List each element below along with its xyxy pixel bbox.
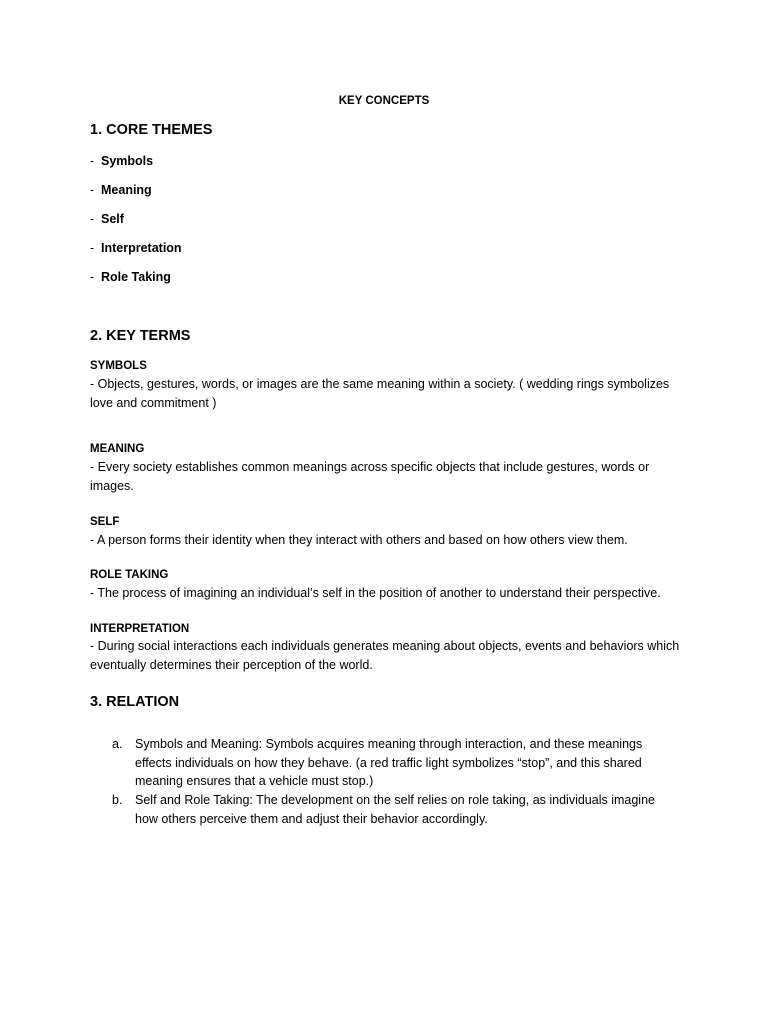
core-theme-label: Role Taking xyxy=(101,270,171,284)
term-definition: - Every society establishes common meanings across specific objects that include gestures, words or images. xyxy=(90,460,650,493)
section-heading-core-themes: 1. CORE THEMES xyxy=(90,122,213,138)
core-theme-item: - Role Taking xyxy=(90,270,171,284)
term-definition: - Objects, gestures, words, or images are the same meaning within a society. ( wedding rings symbolizes love and commitment ) xyxy=(90,377,670,410)
document-title: KEY CONCEPTS xyxy=(338,95,430,107)
core-theme-item: - Meaning xyxy=(90,183,152,197)
list-marker: b. xyxy=(112,793,123,807)
relation-text: Symbols and Meaning: Symbols acquires meaning through interaction, and these meanings effects individuals on how they behave. (a red traffic light symbolizes “stop”, and this shared meaning ensures that a vehicle must stop.) xyxy=(135,737,643,788)
list-marker: a. xyxy=(112,737,123,751)
term-heading: SELF xyxy=(90,516,120,528)
term-heading: SYMBOLS xyxy=(90,360,147,372)
core-theme-item: - Self xyxy=(90,212,124,226)
core-theme-label: Symbols xyxy=(101,154,154,168)
core-theme-item: - Interpretation xyxy=(90,241,182,255)
core-theme-label: Interpretation xyxy=(101,241,182,255)
core-theme-item: - Symbols xyxy=(90,154,154,168)
term-definition: - A person forms their identity when they interact with others and based on how others view them. xyxy=(90,533,628,547)
term-heading: MEANING xyxy=(90,443,145,455)
term-heading: INTERPRETATION xyxy=(90,623,190,635)
relation-text: Self and Role Taking: The development on the self relies on role taking, as individuals imagine how others perceive them and adjust their behavior accordingly. xyxy=(135,793,655,826)
relation-list-item xyxy=(112,791,672,828)
term-definition: - The process of imagining an individual’s self in the position of another to understand their perspective. xyxy=(90,586,661,600)
core-theme-label: Self xyxy=(101,212,124,226)
term-heading: ROLE TAKING xyxy=(90,569,169,581)
core-theme-label: Meaning xyxy=(101,183,152,197)
section-heading-key-terms: 2. KEY TERMS xyxy=(90,328,191,344)
relation-list-item xyxy=(112,735,672,791)
section-heading-relation: 3. RELATION xyxy=(90,694,180,710)
term-definition: - During social interactions each individuals generates meaning about objects, events and behaviors which eventually determines their perception of the world. xyxy=(90,639,680,672)
